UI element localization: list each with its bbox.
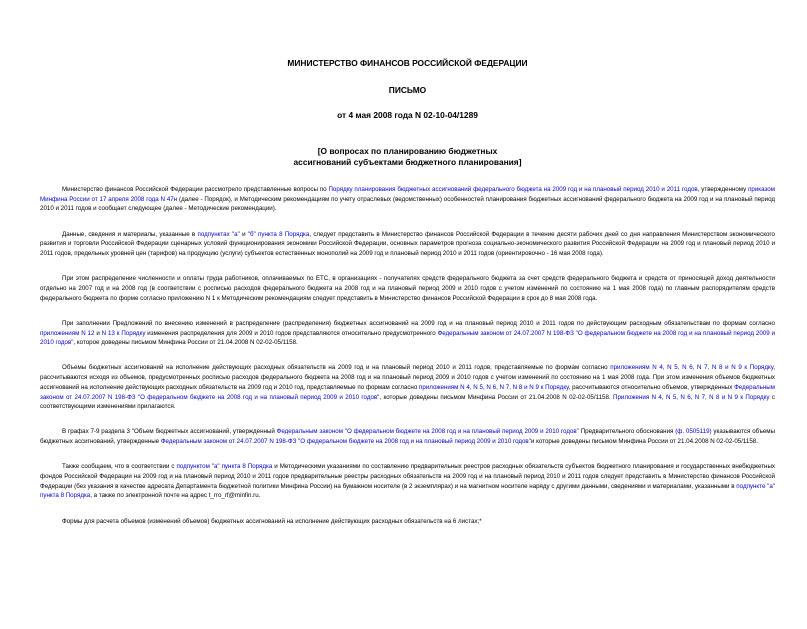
paragraph <box>40 185 775 214</box>
document-link[interactable]: "б" пункта 8 Порядка <box>247 230 310 238</box>
paragraph <box>40 363 775 412</box>
document-link[interactable]: Федеральным законом "О федеральном бюджете на 2008 год и на плановый период 2009 и 2010 годов" <box>276 428 579 436</box>
paragraph <box>40 319 775 348</box>
paragraph-text: и которые доведены письмом Минфина России от 21.04.2008 N 02-02-05/1158. <box>530 438 758 446</box>
subject-line-2: ассигнований субъектами бюджетного планирования] <box>293 157 522 167</box>
document-link[interactable]: Приложения N 4, N 5, N 6, N 7, N 8 и N 9 к Порядку <box>613 393 770 401</box>
paragraph-text: Предварительного обоснования <box>578 428 676 436</box>
paragraph-text: В графах 7-9 раздела 3 "Объем бюджетных ассигнований, утвержденный <box>62 428 277 436</box>
document-link[interactable]: Федеральным законом от 24.07.2007 N 198-ФЗ "О федеральном бюджете на 2008 год и на плановый период 2009 и 2010 годов" <box>160 438 531 446</box>
paragraph-text: , которые доведены письмом Минфина России от 21.04.2008 N 02-02-05/1158. <box>379 393 613 401</box>
paragraph-text: (далее - Порядок), и Методическим рекомендациям по учету отраслевых (ведомственных) особенностей планирования бюджетных ассигнований федерального бюджета на 2009 год и на плановый период 2010 и 2011 годов и сообщает следующее (далее - Методические рекомендации). <box>40 195 775 213</box>
paragraph-text: с соответствующими изменениями прилагаются. <box>40 393 775 411</box>
paragraph-text: Данные, сведения и материалы, указанные в <box>62 230 198 238</box>
document <box>0 58 807 526</box>
paragraph-text: изменения распределения для 2009 и 2010 годов представляются относительно предусмотренного <box>145 329 438 337</box>
paragraph-text: , а также по электронной почте на адрес t_rro_rf@minfin.ru. <box>90 492 261 500</box>
paragraph-text: Министерство финансов Российской Федерации рассмотрело представленные вопросы по <box>62 186 329 193</box>
document-subject <box>40 146 775 168</box>
paragraph-text: Формы для расчета объемов (изменений объемов) бюджетных ассигнований на исполнение действующих расходных обязательств на 6 листах;* <box>62 517 482 525</box>
paragraph <box>40 462 775 501</box>
document-link[interactable]: Федеральным законом от 24.07.2007 N 198-ФЗ "О федеральном бюджете на 2008 год и на плановый период 2009 и 2010 годов" <box>40 329 775 347</box>
paragraph-text: и <box>239 230 248 238</box>
paragraph <box>40 230 775 259</box>
paragraph <box>40 274 775 303</box>
paragraph-text: и <box>94 329 102 337</box>
paragraph-text: , рассчитываются относительно объемов, утвержденных <box>568 383 735 391</box>
paragraph <box>40 517 775 527</box>
paragraph <box>40 427 775 446</box>
document-link[interactable]: (ф. 0505119) <box>675 428 712 436</box>
paragraph-text: , рассчитываются исходя из объемов, предусмотренных росписью расходов федерального бюджета на 2008 год и на плановый период 2009 и 2010 годов с учетом изменений по состоянию на 1 мая 2008 года. При этом изменения объемов бюджетных ассигнований на исполнение действующих расходных обязательств на 2009 год и 2010 год, представляемые по формам согласно <box>40 364 775 391</box>
ministry-heading: МИНИСТЕРСТВО ФИНАНСОВ РОССИЙСКОЙ ФЕДЕРАЦИИ <box>287 58 528 68</box>
document-link[interactable]: приложениям N 4, N 5, N 6, N 7, N 8 и N 9 к Порядку <box>419 383 569 391</box>
subject-line-1: [О вопросах по планированию бюджетных <box>317 146 498 156</box>
paragraph-text: При этом распределение численности и оплаты труда работников, оплачиваемых по ЕТС, в организациях - получателях средств федерального бюджета за счет средств федерального бюджета и средств от приносящей доход деятельности отдельно на 2007 год и на 2008 год (в соответствии с росписью расходов федерального бюджета на 2008 год и на плановый период 2009 и 2010 годов с учетом изменений по состоянию на 1 мая 2008 года) по главным распорядителям средств федерального бюджета по форме согласно приложению N 1 к Методическим рекомендациям следует представить в Министерство финансов Российской Федерации в срок до 8 мая 2008 года. <box>40 275 775 302</box>
document-body <box>40 185 775 526</box>
document-link[interactable]: подпунктах "а" <box>197 230 240 238</box>
paragraph-text: и Методическими указаниями по составлению предварительных реестров расходных обязательств субъектов бюджетного планирования и государственных внебюджетных фондов Российской Федерации на 2009 год и на плановый период 2010 и 2011 годов предварительные реестры расходных обязательств на 2009 год и на плановый период 2010 и 2011 годов следует представить в Министерство финансов Российской Федерации (без указания в качестве адресата Департамента бюджетной политики Минфина России) на бумажном носителе (в 2 экземплярах) и на магнитном носителе наряду с другими данными, сведениями и материалами, указанными в <box>40 463 775 490</box>
paragraph-text: , следует представить в Министерство финансов Российской Федерации в течение десяти рабочих дней со дня направления Министерством экономического развития и торговли Российской Федерации сценарных условий функционирования экономики Российской Федерации, основных параметров прогноза социально-экономического развития Российской Федерации на 2009 год и плановый период 2010 и 2011 годов, предельных уровней цен (тарифов) на продукцию (услуги) субъектов естественных монополий на 2009 год и плановый период 2010 и 2011 годов (ориентировочно - 16 мая 2008 года). <box>40 230 775 258</box>
paragraph-text: , утвержденному <box>697 186 749 193</box>
document-link[interactable]: N 13 к Порядку <box>101 329 146 337</box>
document-type: ПИСЬМО <box>388 85 427 95</box>
document-date: от 4 мая 2008 года N 02-10-04/1289 <box>337 110 478 120</box>
document-link[interactable]: подпункте "а" пункта 8 Порядка <box>40 482 775 500</box>
document-link[interactable]: приказом Минфина России от 17 апреля 2008 года N 47н <box>40 186 775 203</box>
paragraph-text: Также сообщаем, что в соответствии с <box>62 463 177 471</box>
document-link[interactable]: приложениям N 12 <box>40 329 95 337</box>
document-link[interactable]: подпунктом "а" пункта 8 Порядка <box>176 463 273 471</box>
document-link[interactable]: приложениям N 4, N 5, N 6, N 7, N 8 и N 9 к Порядку <box>610 364 774 372</box>
document-link[interactable]: Порядку планирования бюджетных ассигнований федерального бюджета на 2009 год и на плановый период 2010 и 2011 годов <box>328 186 698 193</box>
paragraph-text: , которое доведены письмом Минфина России от 21.04.2008 N 02-02-05/1158. <box>73 339 298 347</box>
paragraph-text: При заполнении Предложений по внесению изменений в распределение (распределения) бюджетных ассигнований на 2009 год и на плановый период 2010 и 2011 годов по действующим расходным обязательствам по формам согласно <box>62 319 775 327</box>
document-link[interactable]: Федеральным законом от 24.07.2007 N 198-ФЗ "О федеральном бюджете на 2008 год и на плановый период 2009 и 2010 годов" <box>40 383 775 401</box>
paragraph-text: Объемы бюджетных ассигнований на исполнение действующих расходных обязательств на 2009 год и на плановый период 2010 и 2011 годов, представляемые по формам согласно <box>62 364 611 372</box>
paragraph-text: указываются объемы бюджетных ассигнований, утвержденные <box>40 428 775 446</box>
